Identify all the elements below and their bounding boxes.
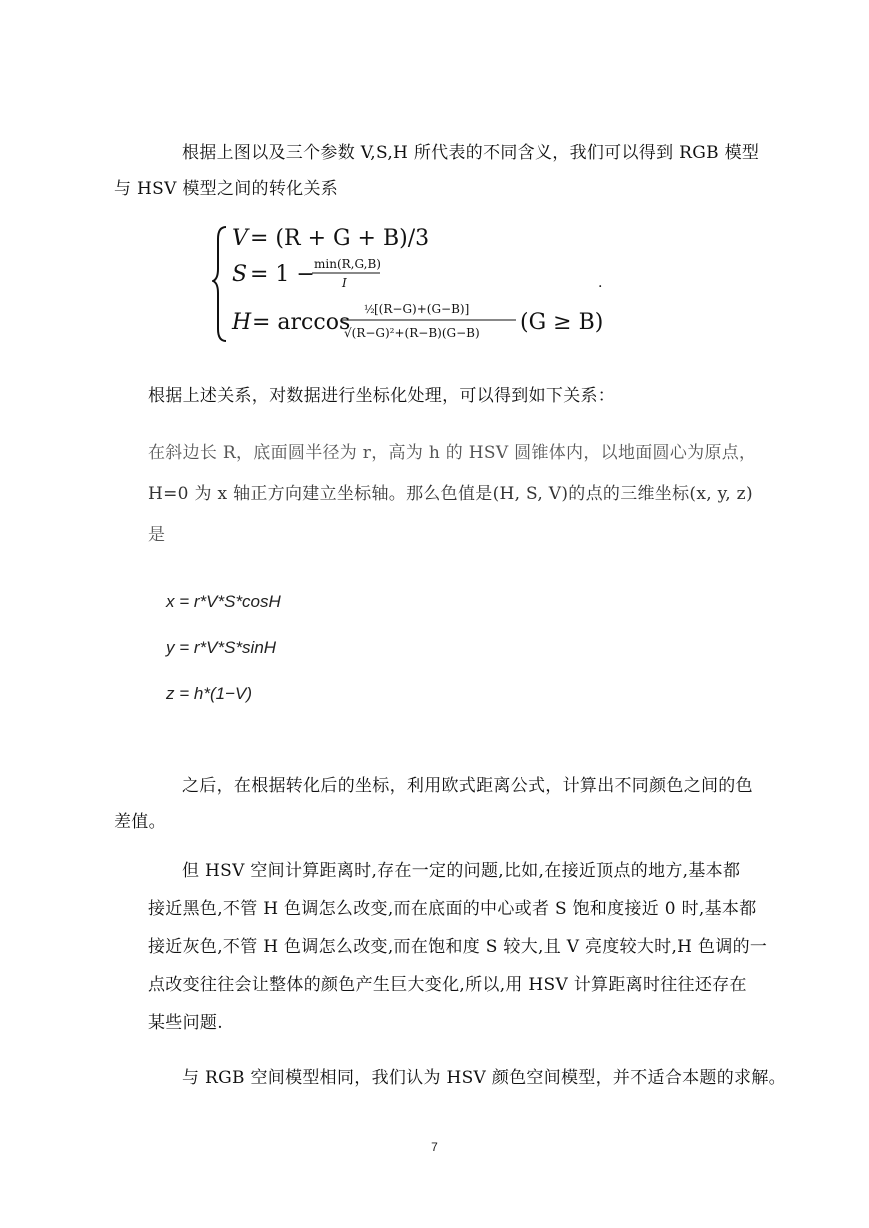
paragraph-euclidean-distance [114,768,753,840]
paragraph-conclusion [148,1060,786,1096]
text-line: 点改变往往会让整体的颜色产生巨大变化,所以,用 HSV 计算距离时往往还存在 [148,975,747,995]
formula-v-rhs: = (R + G + B)/3 [250,226,430,251]
paragraph-hsv-problems [148,852,768,1042]
formula-s-denominator: I [342,276,347,290]
formula-s-lhs: S [232,262,248,287]
paragraph-coordinate-intro [148,378,743,414]
formula-h-half: ½ [364,303,375,316]
page-number: 7 [431,1140,438,1154]
text-line: 之后，在根据转化后的坐标，利用欧式距离公式，计算出不同颜色之间的色 [182,776,753,796]
formula-v-lhs: V [232,226,248,251]
paragraph-cone-description [148,433,757,556]
formula-trailing-dot: . [598,275,603,291]
text-line: 接近黑色,不管 H 色调怎么改变,而在底面的中心或者 S 饱和度接近 0 时,基本都 [148,899,757,919]
text-line: 某些问题. [148,1013,223,1033]
formula-h-numerator: [(R−G)+(G−B)] [374,302,470,316]
equation-x: x = r*V*S*cosH [166,592,281,611]
formula-h-lhs: H [232,310,252,335]
text-line: 与 RGB 空间模型相同，我们认为 HSV 颜色空间模型，并不适合本题的求解。 [182,1068,786,1088]
text-line: 但 HSV 空间计算距离时,存在一定的问题,比如,在接近顶点的地方,基本都 [182,861,741,881]
formula-s-rhs: = 1 − [250,262,315,287]
text-line: H=0 为 x 轴正方向建立坐标轴。那么色值是(H, S, V)的点的三维坐标(x, y, z) [148,484,753,504]
formula-h-condition: (G ≥ B) [520,310,604,335]
text-line: 与 HSV 模型之间的转化关系 [114,179,339,199]
text-line: 接近灰色,不管 H 色调怎么改变,而在饱和度 S 较大,且 V 亮度较大时,H 色调的一 [148,937,768,957]
text-line: 根据上述关系，对数据进行坐标化处理，可以得到如下关系： [148,386,616,406]
text-line: 在斜边长 R，底面圆半径为 r，高为 h 的 HSV 圆锥体内，以地面圆心为原点， [148,443,757,463]
left-brace-icon [213,227,226,341]
hsv-conversion-formula [212,215,612,347]
formula-h-rhs: = arccos [252,310,351,335]
text-line: 是 [148,525,166,545]
formula-s-numerator: min(R,G,B) [314,257,381,271]
text-line: 根据上图以及三个参数 V,S,H 所代表的不同含义，我们可以得到 RGB 模型 [182,143,760,163]
formula-h-denominator: √(R−G)²+(R−B)(G−B) [344,326,480,340]
equation-z: z = h*(1−V) [166,684,252,703]
paragraph-conversion-intro [114,135,760,207]
text-line: 差值。 [114,812,166,832]
equation-y: y = r*V*S*sinH [166,638,277,657]
